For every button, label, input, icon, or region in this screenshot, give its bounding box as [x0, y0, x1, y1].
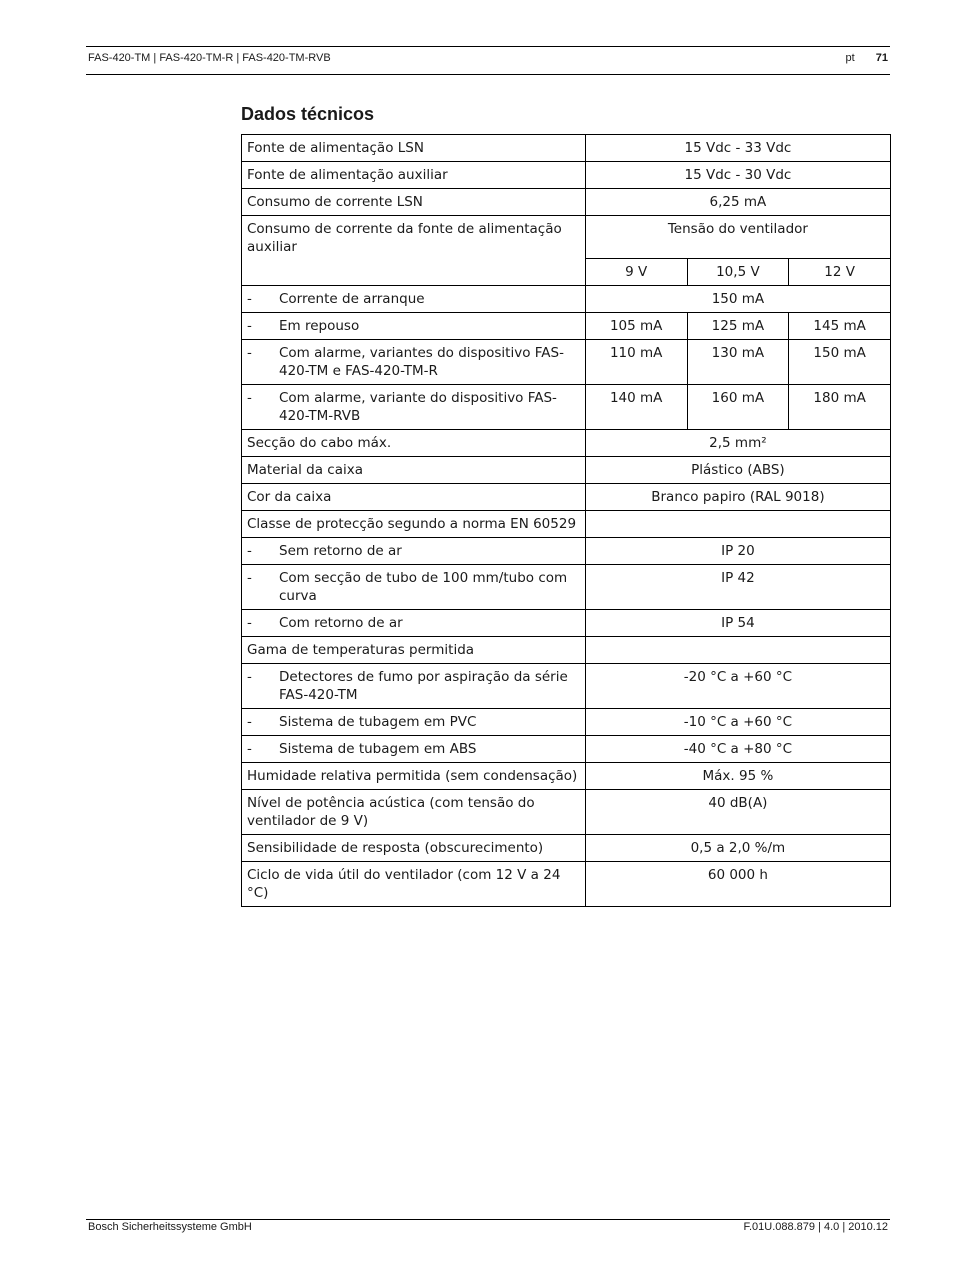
dash: - — [247, 714, 252, 730]
spec-value: 40 dB(A) — [585, 790, 890, 835]
spec-sub-label: - Com alarme, variantes do dispositivo FAS-420-TM e FAS-420-TM-R — [242, 340, 586, 385]
table-row — [242, 313, 891, 340]
spec-sub-label: - Corrente de arranque — [242, 286, 586, 313]
table-row — [242, 340, 891, 385]
spec-value: 145 mA — [789, 313, 891, 340]
header-rule-bottom — [86, 74, 890, 75]
spec-value: 105 mA — [585, 313, 687, 340]
spec-sub-label: - Com retorno de ar — [242, 610, 586, 637]
spec-label: Cor da caixa — [242, 484, 586, 511]
spec-label: Consumo de corrente LSN — [242, 189, 586, 216]
spec-label: Classe de protecção segundo a norma EN 60529 — [242, 511, 586, 538]
spec-value: 15 Vdc - 33 Vdc — [585, 135, 890, 162]
spec-value: 130 mA — [687, 340, 789, 385]
dash: - — [247, 669, 252, 685]
spec-value: 160 mA — [687, 385, 789, 430]
spec-value: 110 mA — [585, 340, 687, 385]
footer-rule — [86, 1219, 890, 1220]
dash: - — [247, 345, 252, 361]
spec-value: 2,5 mm² — [585, 430, 890, 457]
spec-label: Fonte de alimentação auxiliar — [242, 162, 586, 189]
voltage-header: 10,5 V — [687, 259, 789, 286]
header-language: pt — [845, 52, 855, 64]
table-row — [242, 162, 891, 189]
table-row — [242, 430, 891, 457]
table-row — [242, 610, 891, 637]
spec-value: 125 mA — [687, 313, 789, 340]
spec-value: Máx. 95 % — [585, 763, 890, 790]
footer-company: Bosch Sicherheitssysteme GmbH — [88, 1221, 252, 1233]
spec-value: IP 42 — [585, 565, 890, 610]
spec-sub-label: - Com alarme, variante do dispositivo FAS-420-TM-RVB — [242, 385, 586, 430]
table-row — [242, 664, 891, 709]
dash: - — [247, 543, 252, 559]
spec-label: Gama de temperaturas permitida — [242, 637, 586, 664]
voltage-header: 9 V — [585, 259, 687, 286]
header-page-info — [846, 52, 889, 64]
spec-value: Plástico (ABS) — [585, 457, 890, 484]
spec-value: 140 mA — [585, 385, 687, 430]
spec-value: Branco papiro (RAL 9018) — [585, 484, 890, 511]
spec-value: -10 °C a +60 °C — [585, 709, 890, 736]
dash: - — [247, 615, 252, 631]
spec-value: -40 °C a +80 °C — [585, 736, 890, 763]
table-row — [242, 135, 891, 162]
spec-value: 180 mA — [789, 385, 891, 430]
spec-label: Humidade relativa permitida (sem condensação) — [242, 763, 586, 790]
table-row — [242, 736, 891, 763]
dash: - — [247, 570, 252, 586]
spec-sub-label: - Sem retorno de ar — [242, 538, 586, 565]
spec-value: 0,5 a 2,0 %/m — [585, 835, 890, 862]
spec-value: IP 54 — [585, 610, 890, 637]
spec-label: Secção do cabo máx. — [242, 430, 586, 457]
voltage-header: 12 V — [789, 259, 891, 286]
spec-value: 15 Vdc - 30 Vdc — [585, 162, 890, 189]
table-row — [242, 189, 891, 216]
spec-sub-label: - Em repouso — [242, 313, 586, 340]
table-row — [242, 862, 891, 907]
spec-value: Tensão do ventilador — [585, 216, 890, 259]
spec-value: -20 °C a +60 °C — [585, 664, 890, 709]
spec-value: IP 20 — [585, 538, 890, 565]
table-row — [242, 286, 891, 313]
table-row — [242, 835, 891, 862]
dash: - — [247, 741, 252, 757]
spec-value: 150 mA — [585, 286, 890, 313]
spec-sub-label: - Sistema de tubagem em PVC — [242, 709, 586, 736]
table-row — [242, 511, 891, 538]
spec-label: Sensibilidade de resposta (obscurecimento) — [242, 835, 586, 862]
spec-sub-label: - Detectores de fumo por aspiração da série FAS-420-TM — [242, 664, 586, 709]
spec-value: 6,25 mA — [585, 189, 890, 216]
spec-value: 150 mA — [789, 340, 891, 385]
header-models: FAS-420-TM | FAS-420-TM-R | FAS-420-TM-RVB — [88, 52, 331, 64]
page-number: 71 — [875, 52, 888, 64]
dash: - — [247, 318, 252, 334]
spec-label: Material da caixa — [242, 457, 586, 484]
spec-label: Nível de potência acústica (com tensão do ventilador de 9 V) — [242, 790, 586, 835]
table-row — [242, 216, 891, 259]
table-row — [242, 484, 891, 511]
table-row — [242, 763, 891, 790]
spec-value: 60 000 h — [585, 862, 890, 907]
spec-table — [241, 134, 891, 907]
page-title: Dados técnicos — [241, 104, 375, 124]
spec-value-empty — [585, 511, 890, 538]
dash: - — [247, 291, 252, 307]
table-row — [242, 565, 891, 610]
spec-label: Fonte de alimentação LSN — [242, 135, 586, 162]
spec-label: Ciclo de vida útil do ventilador (com 12 V a 24 °C) — [242, 862, 586, 907]
dash: - — [247, 390, 252, 406]
table-row — [242, 385, 891, 430]
table-row — [242, 790, 891, 835]
header-rule-top — [86, 46, 890, 47]
spec-label: Consumo de corrente da fonte de alimentação auxiliar — [242, 216, 586, 286]
table-row — [242, 637, 891, 664]
spec-value-empty — [585, 637, 890, 664]
table-row — [242, 709, 891, 736]
spec-sub-label: - Sistema de tubagem em ABS — [242, 736, 586, 763]
table-row — [242, 538, 891, 565]
spec-sub-label: - Com secção de tubo de 100 mm/tubo com curva — [242, 565, 586, 610]
footer-docref: F.01U.088.879 | 4.0 | 2010.12 — [743, 1221, 888, 1233]
table-row — [242, 457, 891, 484]
